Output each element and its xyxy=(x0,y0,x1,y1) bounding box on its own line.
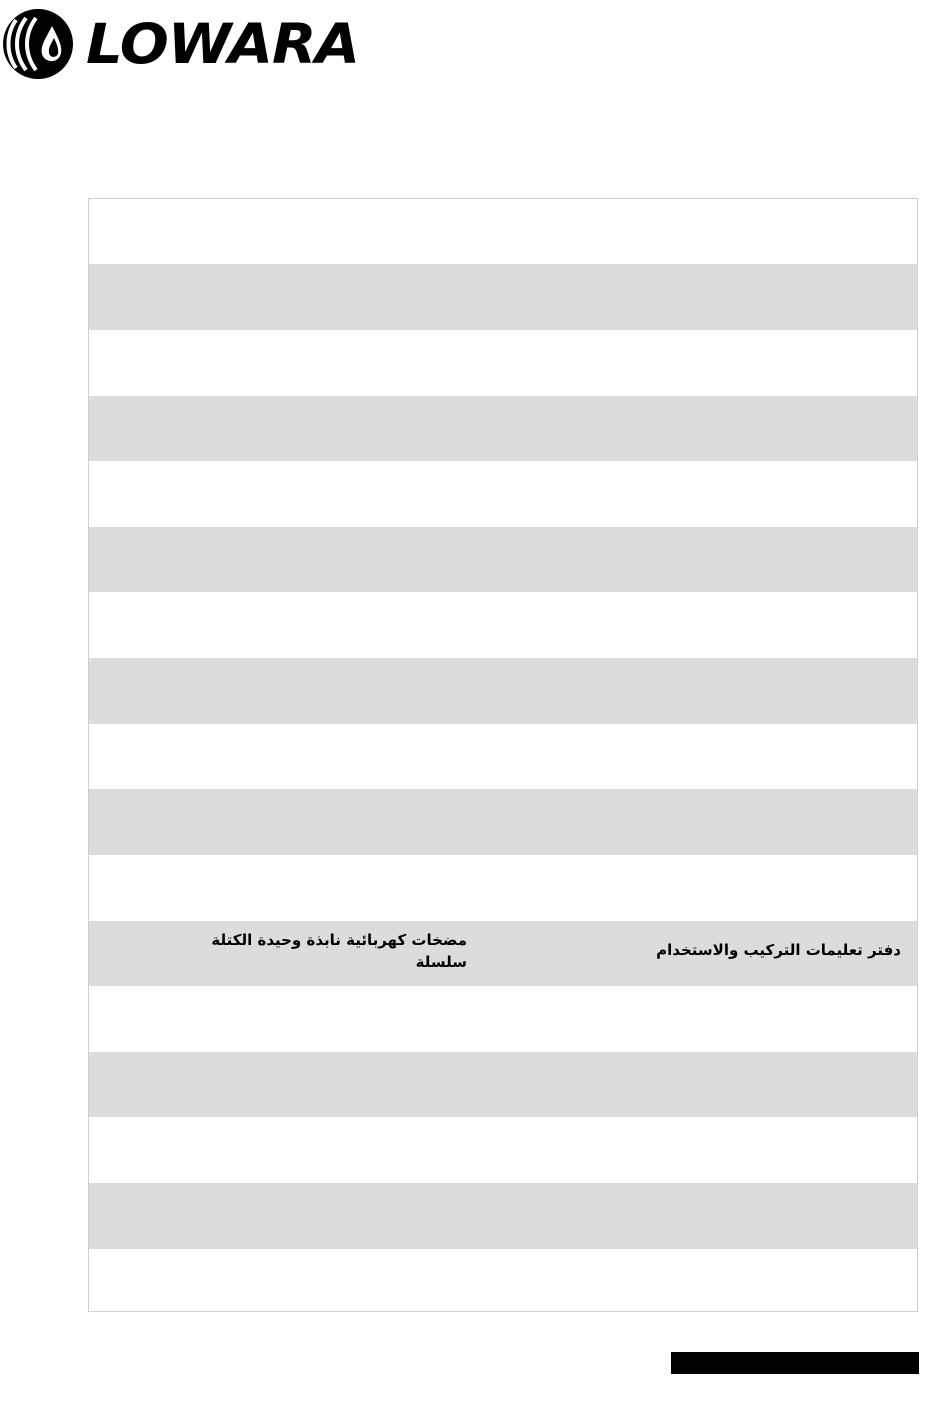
band xyxy=(89,789,917,855)
cover-frame xyxy=(88,198,918,1312)
title-band xyxy=(89,921,917,986)
product-title-line-2: سلسلة xyxy=(415,953,467,971)
product-title-line-1: مضخات كهربائية نابذة وحيدة الكتلة xyxy=(211,931,467,949)
brand-name: LOWARA xyxy=(86,12,360,76)
band xyxy=(89,986,917,1052)
band xyxy=(89,592,917,658)
band xyxy=(89,1183,917,1249)
band xyxy=(89,658,917,724)
band xyxy=(89,855,917,921)
band xyxy=(89,199,917,264)
manual-title: دفتر تعليمات التركيب والاستخدام xyxy=(656,941,901,959)
band xyxy=(89,724,917,789)
lowara-drop-logo-icon xyxy=(2,8,74,80)
band xyxy=(89,461,917,527)
band xyxy=(89,1117,917,1183)
band xyxy=(89,1249,917,1311)
footer-black-bar xyxy=(671,1352,919,1374)
band xyxy=(89,396,917,461)
lowara-logo xyxy=(0,0,360,85)
band xyxy=(89,527,917,592)
band xyxy=(89,264,917,330)
product-title xyxy=(157,929,467,973)
band xyxy=(89,1052,917,1117)
band xyxy=(89,330,917,396)
